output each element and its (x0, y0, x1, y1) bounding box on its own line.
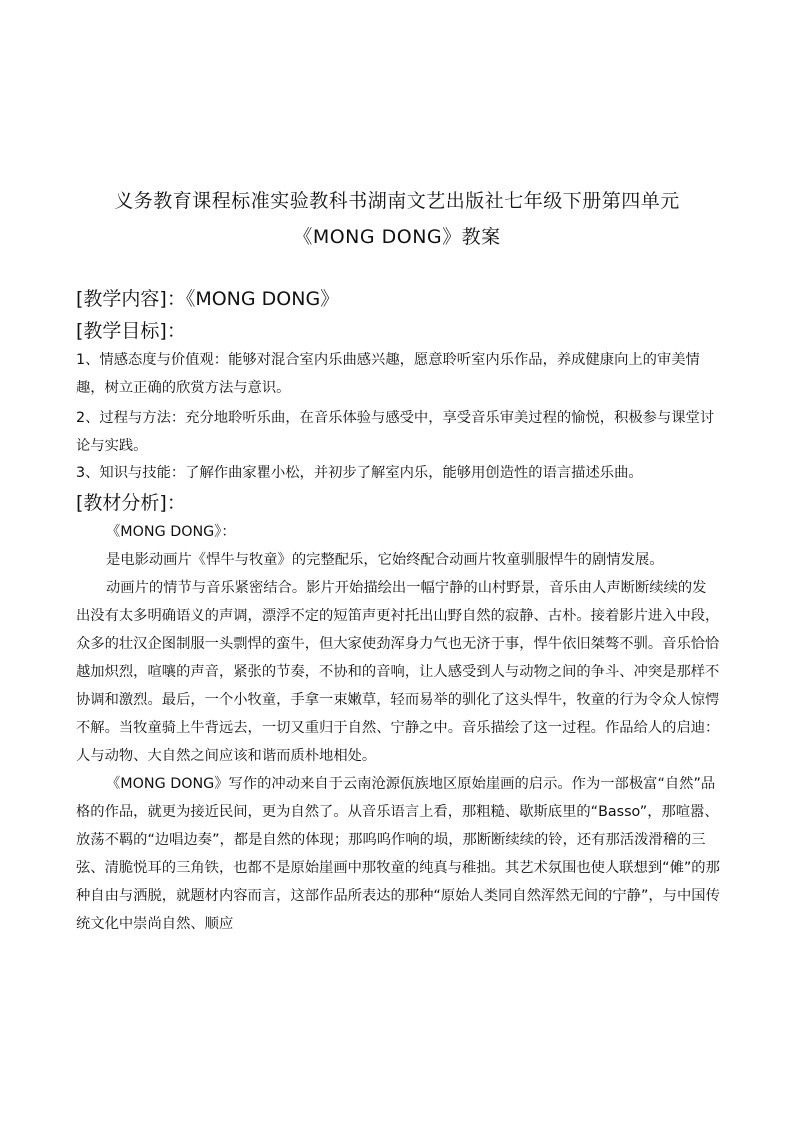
body-paragraph: 《MONG DONG》写作的冲动来自于云南沧源佤族地区原始崖画的启示。作为一部极富“自然”品格的作品，就更为接近民间，更为自然了。从音乐语言上看，那粗糙、歇斯底里的“Basso”，那喧嚣、放荡不羁的“边唱边奏”，都是自然的体现；那呜呜作响的埙，那断断续续的铃，还有那活泼滑稽的三弦、清脆悦耳的三角铁，也都不是原始崖画中那牧童的纯真与稚拙。其艺术氛围也使人联想到“傩”的那种自由与洒脱，就题材内容而言，这部作品所表达的那种“原始人类同自然浑然无间的宁静”，与中国传统文化中崇尚自然、顺应 (76, 776, 720, 932)
document-title-line2: 《MONG DONG》教案 (293, 226, 501, 248)
teaching-content-heading: [教学内容]：《MONG DONG》 (76, 288, 340, 310)
objective-item: 2、过程与方法：充分地聆听乐曲，在音乐体验与感受中，享受音乐审美过程的愉悦，积极参与课堂讨论与实践。 (76, 410, 715, 454)
material-analysis-heading: [教材分析]： (76, 492, 186, 514)
document-title-line1: 义务教育课程标准实验教科书湖南文艺出版社七年级下册第四单元 (114, 190, 680, 212)
teaching-objectives-heading: [教学目标]： (76, 320, 186, 342)
objective-item: 3、知识与技能：了解作曲家瞿小松，并初步了解室内乐，能够用创造性的语言描述乐曲。 (76, 465, 643, 481)
body-paragraph: 动画片的情节与音乐紧密结合。影片开始描绘出一幅宁静的山村野景，音乐由人声断断续续的发出没有太多明确语义的声调，漂浮不定的短笛声更衬托出山野自然的寂静、古朴。接着影片进入中段，众多的壮汉企图制服一头剽悍的蛮牛，但大家使劲浑身力气也无济于事，悍牛依旧桀骜不驯。音乐恰恰越加炽烈，喧嚷的声音，紧张的节奏，不协和的音响，让人感受到人与动物之间的争斗、冲突是那样不协调和激烈。最后，一个小牧童，手拿一束嫩草，轻而易举的驯化了这头悍牛，牧童的行为令众人惊愕不解。当牧童骑上牛背远去，一切又重归于自然、宁静之中。音乐描绘了这一过程。作品给人的启迪：人与动物、大自然之间应该和谐而质朴地相处。 (76, 580, 720, 764)
analysis-intro: 《MONG DONG》： (106, 524, 236, 540)
objective-item: 1、情感态度与价值观：能够对混合室内乐曲感兴趣，愿意聆听室内乐作品，养成健康向上的审美情趣，树立正确的欣赏方法与意识。 (76, 352, 700, 396)
body-paragraph: 是电影动画片《悍牛与牧童》的完整配乐，它始终配合动画片牧童驯服悍牛的剧情发展。 (106, 552, 664, 568)
analysis-body (76, 518, 720, 938)
